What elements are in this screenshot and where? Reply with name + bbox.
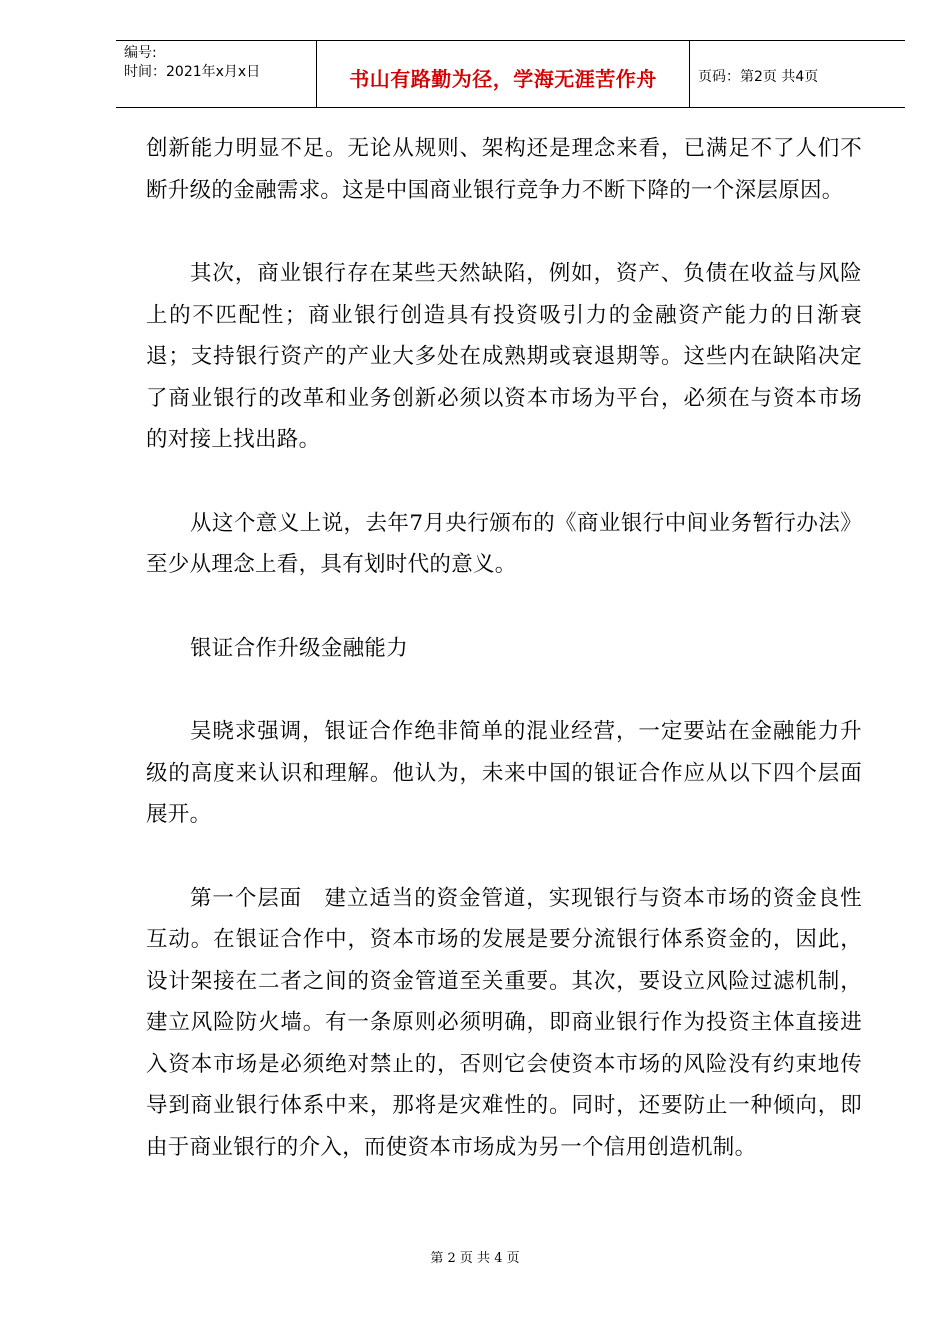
paragraph-continued: 创新能力明显不足。无论从规则、架构还是理念来看，已满足不了人们不断升级的金融需求。这是中国商业银行竞争力不断下降的一个深层原因。: [146, 136, 862, 203]
page-footer: 第 2 页 共 4 页: [430, 1251, 520, 1266]
header-table: [116, 40, 905, 108]
header-meta-cell: [116, 41, 316, 107]
document-number-label: 编号:: [124, 45, 157, 61]
document-time-label: 时间：2021年x月x日: [124, 64, 261, 80]
paragraph: 其次，商业银行存在某些天然缺陷，例如，资产、负债在收益与风险上的不匹配性；商业银行创造具有投资吸引力的金融资产能力的日渐衰退；支持银行资产的产业大多处在成熟期或衰退期等。这些内在缺陷决定了商业银行的改革和业务创新必须以资本市场为平台，必须在与资本市场的对接上找出路。: [146, 261, 862, 452]
paragraph: 吴晓求强调，银证合作绝非简单的混业经营，一定要站在金融能力升级的高度来认识和理解。他认为，未来中国的银证合作应从以下四个层面展开。: [146, 719, 862, 827]
paragraph: 第一个层面 建立适当的资金管道，实现银行与资本市场的资金良性互动。在银证合作中，资本市场的发展是要分流银行体系资金的，因此，设计架接在二者之间的资金管道至关重要。其次，要设立风险过滤机制，建立风险防火墙。有一条原则必须明确，即商业银行作为投资主体直接进入资本市场是必须绝对禁止的，否则它会使资本市场的风险没有约束地传导到商业银行体系中来，那将是灾难性的。同时，还要防止一种倾向，即由于商业银行的介入，而使资本市场成为另一个信用创造机制。: [146, 885, 862, 1160]
header-page-cell: [690, 41, 905, 107]
header-motto-cell: [316, 41, 690, 107]
paragraph: 从这个意义上说，去年7月央行颁布的《商业银行中间业务暂行办法》至少从理念上看，具有划时代的意义。: [146, 510, 862, 577]
document-body: [146, 128, 862, 1210]
header-motto: 书山有路勤为径，学海无涯苦作舟: [349, 67, 657, 91]
section-heading: 银证合作升级金融能力: [190, 635, 409, 661]
header-page-code: 页码：第2页 共4页: [698, 69, 819, 85]
